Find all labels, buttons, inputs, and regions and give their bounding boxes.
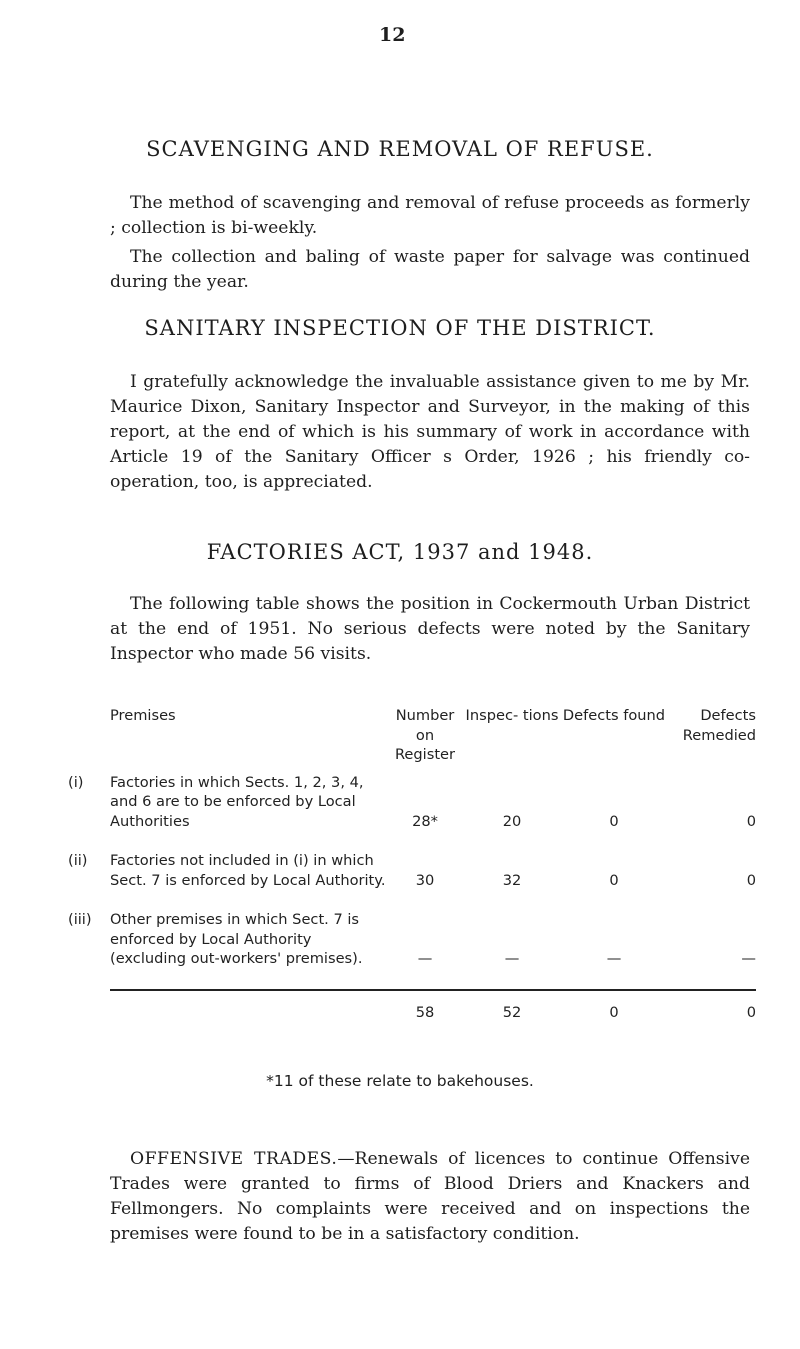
paragraph-scavenging-method: The method of scavenging and removal of refuse proceeds as formerly ; collection is bi-weekly.: [110, 193, 750, 238]
heading-sanitary-inspection: SANITARY INSPECTION OF THE DISTRICT.: [144, 316, 656, 340]
factories-table: [68, 706, 756, 1022]
header-inspections: Inspec- tions: [465, 707, 559, 724]
row-label: (ii): [68, 852, 88, 869]
row-premises-description: [68, 773, 388, 832]
table-totals-row: [110, 990, 756, 1023]
row-inspections: 32: [502, 871, 522, 889]
header-defects-found: Defects found: [562, 707, 666, 724]
header-premises: Premises: [110, 707, 176, 724]
row-inspections: 20: [502, 812, 522, 830]
table-footnote: *11 of these relate to bakehouses.: [266, 1072, 534, 1090]
heading-scavenging: SCAVENGING AND REMOVAL OF REFUSE.: [146, 137, 654, 161]
paragraph-offensive-trades: [110, 1147, 750, 1247]
row-text: Other premises in which Sect. 7 is enforced by Local Authority (excluding out-workers' premises).: [110, 911, 363, 967]
offensive-trades-text: —Renewals of licences to continue Offensive Trades were granted to firms of Blood Driers and Knackers and Fellmongers. No complaints were received and on inspections the premises were found to be in a satisfactory condition.: [110, 1149, 750, 1244]
row-defects-remedied: 0: [746, 871, 756, 889]
totals-label-cell: [110, 990, 388, 1023]
total-number-on-register: 58: [388, 990, 462, 1023]
heading-factories-act: FACTORIES ACT, 1937 and 1948.: [206, 540, 594, 564]
row-defects-remedied: 0: [746, 812, 756, 830]
table-header-row: [110, 706, 756, 773]
row-label: (iii): [68, 911, 92, 928]
row-defects-found: 0: [609, 871, 619, 889]
row-premises-description: [68, 910, 388, 969]
table-row: [110, 910, 756, 969]
row-inspections: —: [504, 950, 520, 967]
total-defects-found: 0: [562, 990, 666, 1023]
total-inspections: 52: [462, 990, 562, 1023]
paragraph-acknowledgement: I gratefully acknowledge the invaluable assistance given to me by Mr. Maurice Dixon, Sanitary Inspector and Surveyor, in the making of this report, at the end of which is his summary of work in accordance with Article 19 of the Sanitary Officer s Order, 1926 ; his friendly co-operation, too, is appreciated.: [110, 372, 750, 492]
row-defects-found: —: [606, 950, 622, 967]
paragraph-factories-position: The following table shows the position in Cockermouth Urban District at the end of 1951. No serious defects were noted by the Sanitary Inspector who made 56 visits.: [110, 594, 750, 664]
offensive-trades-heading: OFFENSIVE TRADES.: [130, 1149, 338, 1169]
row-label: (i): [68, 773, 84, 791]
table-row: [110, 773, 756, 832]
table-row: [110, 851, 756, 890]
row-premises-description: [68, 851, 388, 890]
paragraph-waste-paper: The collection and baling of waste paper for salvage was continued during the year.: [110, 247, 750, 292]
header-defects-remedied: Defects Remedied: [682, 707, 756, 744]
row-text: Factories in which Sects. 1, 2, 3, 4, and 6 are to be enforced by Local Authorities: [110, 773, 364, 830]
row-defects-found: 0: [609, 812, 619, 830]
row-number-on-register: 30: [415, 871, 435, 889]
row-number-on-register: —: [417, 950, 433, 967]
header-number-on-register: Number on Register: [394, 707, 456, 763]
page-number: 12: [379, 24, 406, 46]
row-number-on-register: 28*: [412, 812, 438, 830]
row-defects-remedied: —: [741, 950, 756, 967]
total-defects-remedied: 0: [666, 990, 756, 1023]
row-text: Factories not included in (i) in which Sect. 7 is enforced by Local Authority.: [110, 852, 386, 889]
